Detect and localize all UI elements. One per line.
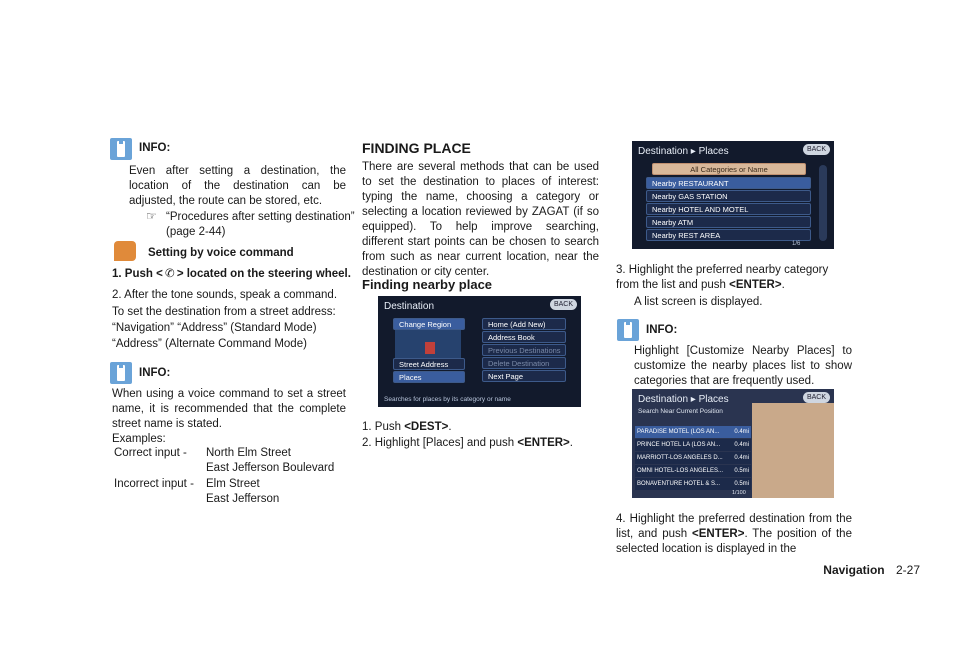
step-1 — [112, 267, 351, 282]
step-2-text-c: . — [569, 437, 573, 449]
screen-item: Street Address — [393, 358, 465, 370]
incorrect-label: Incorrect input - — [114, 478, 194, 490]
info-text: When using a voice command to set a street name, it is recommended that the complete street name is stated. — [112, 388, 346, 430]
paragraph: “Navigation” “Address” (Standard Mode) — [112, 322, 317, 334]
info-label: INFO: — [646, 324, 678, 336]
page-footer — [823, 563, 920, 578]
step-3-note: A list screen is displayed. — [634, 296, 763, 308]
row-distance: 0.5mi — [734, 468, 749, 474]
step-2: 2. After the tone sounds, speak a command. — [112, 289, 338, 301]
row-name: PRINCE HOTEL LA (LOS AN... — [637, 442, 721, 448]
row-distance: 0.4mi — [734, 429, 749, 435]
info-label: INFO: — [139, 367, 171, 379]
screen-item: Nearby RESTAURANT — [646, 177, 811, 189]
step-1-text-b: > located on the steering wheel. — [176, 268, 351, 280]
screen-item: Nearby ATM — [646, 216, 811, 228]
screenshot-destination-menu — [378, 296, 581, 407]
incorrect-example: Elm Street — [206, 478, 260, 490]
screen-subtitle: Search Near Current Position — [638, 408, 723, 415]
row-name: OMNI HOTEL-LOS ANGELES... — [637, 468, 724, 474]
screen-item: Change Region — [393, 318, 465, 330]
reference-icon: ☞ — [146, 209, 157, 223]
screenshot-places-list — [632, 389, 834, 498]
step-2 — [362, 436, 573, 451]
correct-label: Correct input - — [114, 447, 187, 459]
info-icon — [110, 362, 132, 384]
incorrect-example: East Jefferson — [206, 493, 280, 505]
back-button: BACK — [803, 392, 830, 403]
talk-icon: ✆ — [164, 268, 175, 280]
screen-item: Nearby HOTEL AND MOTEL — [646, 203, 811, 215]
screen-list-row — [635, 478, 751, 490]
step-3-text-a: 3. Highlight the preferred nearby category from the list and push — [616, 264, 829, 291]
row-name: MARRIOTT-LOS ANGELES D... — [637, 455, 723, 461]
subsection-title: Finding nearby place — [362, 277, 493, 292]
screen-item: Nearby REST AREA — [646, 229, 811, 241]
screen-item: Previous Destinations — [482, 344, 566, 356]
screen-list-row — [635, 452, 751, 464]
screen-title: Destination — [384, 301, 435, 312]
dest-button-ref: <DEST> — [404, 421, 449, 433]
enter-button-ref: <ENTER> — [692, 528, 745, 540]
reference-page: (page 2-44) — [166, 226, 226, 238]
reference-text: “Procedures after setting destination” — [166, 211, 355, 223]
screen-title: Destination ▸ Places — [638, 146, 729, 157]
voice-icon — [114, 241, 136, 261]
correct-example: East Jefferson Boulevard — [206, 462, 335, 474]
enter-button-ref: <ENTER> — [729, 279, 782, 291]
info-icon — [617, 319, 639, 341]
screen-item: Nearby GAS STATION — [646, 190, 811, 202]
back-button: BACK — [803, 144, 830, 155]
step-4-text-a: 4. Highlight the preferred destination from the list, and push — [616, 513, 852, 540]
screen-list-row — [635, 426, 751, 438]
intro-paragraph: There are several methods that can be used to set the destination to places of interest: typing the name, choosing a category or selecting a location reviewed by ZAGAT (if so equipped). To help improve searching, different start points can be chosen to search from such as near current location, near the destination or city center. — [362, 161, 599, 278]
row-name: PARADISE MOTEL (LOS AN... — [637, 429, 720, 435]
screen-list-row — [635, 465, 751, 477]
screen-item: Delete Destination — [482, 357, 566, 369]
correct-example: North Elm Street — [206, 447, 291, 459]
row-name: BONAVENTURE HOTEL & S... — [637, 481, 721, 487]
info-text: Highlight [Customize Nearby Places] to customize the nearby places list to show categories that are frequently used. — [634, 345, 852, 387]
scroll-bar — [819, 165, 827, 241]
screen-list-row — [635, 439, 751, 451]
step-1 — [362, 420, 452, 435]
info-icon — [110, 138, 132, 160]
screen-item: Address Book — [482, 331, 566, 343]
row-distance: 0.4mi — [734, 455, 749, 461]
map-scale: 1/100 — [732, 490, 746, 496]
screen-item: Home (Add New) — [482, 318, 566, 330]
info-label: INFO: — [139, 142, 171, 154]
page-indicator: 1/6 — [792, 241, 801, 247]
map-image — [752, 403, 834, 498]
paragraph: “Address” (Alternate Command Mode) — [112, 338, 307, 350]
row-distance: 0.4mi — [734, 442, 749, 448]
screen-item: All Categories or Name — [652, 163, 806, 175]
info-text: Even after setting a destination, the location of the destination can be adjusted, the route can be stored, etc. — [129, 165, 346, 207]
voice-heading: Setting by voice command — [148, 247, 294, 259]
step-1-text-c: . — [448, 421, 452, 433]
footer-page-number: 2-27 — [895, 563, 920, 577]
step-4 — [616, 512, 852, 557]
step-3-text-c: . — [781, 279, 785, 291]
screen-title: Destination ▸ Places — [638, 394, 729, 405]
step-1-text-a: 1. Push — [362, 421, 405, 433]
region-highlight — [425, 342, 435, 354]
screen-status: Searches for places by its category or name — [384, 396, 511, 403]
back-button: BACK — [550, 299, 577, 310]
step-1-text-a: 1. Push < — [112, 268, 163, 280]
footer-section: Navigation — [823, 563, 885, 577]
step-4-text-c: . The position of the selected location is displayed in the — [616, 528, 852, 555]
step-3 — [616, 263, 852, 293]
screenshot-places-menu — [632, 141, 834, 249]
screen-item: Next Page — [482, 370, 566, 382]
enter-button-ref: <ENTER> — [517, 437, 570, 449]
paragraph: To set the destination from a street address: — [112, 306, 336, 318]
row-distance: 0.5mi — [734, 481, 749, 487]
screen-item: Places — [393, 371, 465, 383]
section-title: FINDING PLACE — [362, 140, 471, 156]
step-2-text-a: 2. Highlight [Places] and push — [362, 437, 518, 449]
examples-label: Examples: — [112, 433, 166, 445]
